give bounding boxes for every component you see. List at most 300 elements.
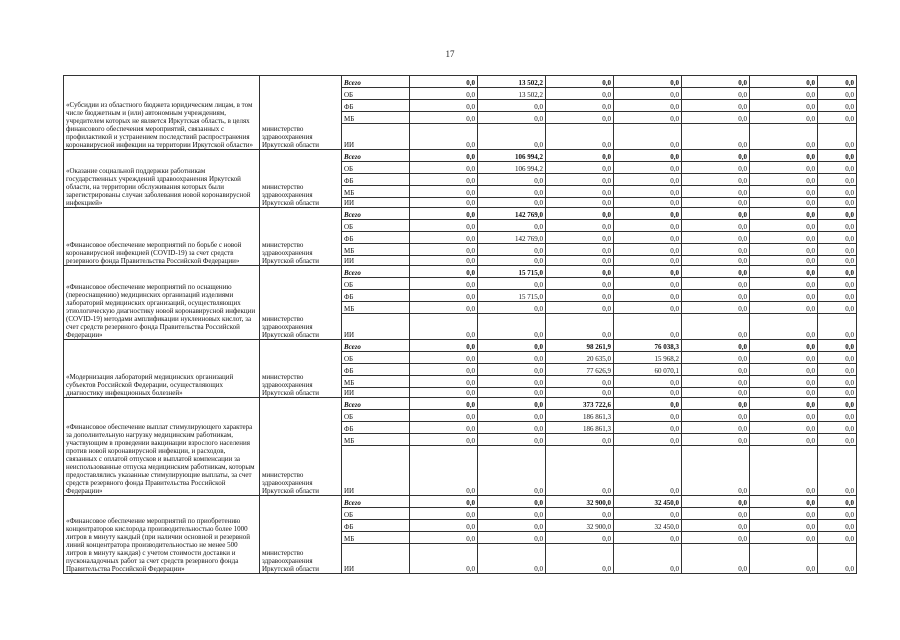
- page-number: 17: [445, 49, 455, 59]
- amount-cell: 0,0: [682, 340, 750, 352]
- amount-cell: 0,0: [546, 434, 614, 446]
- responsible-executor: министерство здравоохранения Иркутской области: [260, 76, 342, 150]
- amount-cell: 0,0: [818, 198, 857, 208]
- amount-cell: 0,0: [818, 434, 857, 446]
- amount-cell: 0,0: [818, 398, 857, 410]
- amount-cell: 0,0: [410, 174, 478, 186]
- amount-cell: 0,0: [410, 76, 478, 88]
- table-body: [64, 76, 857, 574]
- amount-cell: 0,0: [478, 544, 546, 574]
- amount-cell: 0,0: [478, 364, 546, 376]
- amount-cell: 0,0: [614, 208, 682, 220]
- amount-cell: 0,0: [750, 446, 818, 496]
- amount-cell: 0,0: [410, 544, 478, 574]
- amount-cell: 0,0: [682, 232, 750, 244]
- amount-cell: 0,0: [818, 162, 857, 174]
- amount-cell: 0,0: [750, 76, 818, 88]
- amount-cell: 0,0: [682, 198, 750, 208]
- amount-cell: 0,0: [682, 422, 750, 434]
- amount-cell: 0,0: [546, 376, 614, 388]
- amount-cell: 0,0: [682, 508, 750, 520]
- amount-cell: 0,0: [546, 244, 614, 256]
- amount-cell: 0,0: [682, 124, 750, 150]
- amount-cell: 186 861,3: [546, 422, 614, 434]
- amount-cell: 0,0: [410, 162, 478, 174]
- amount-cell: 0,0: [478, 174, 546, 186]
- amount-cell: 142 769,0: [478, 208, 546, 220]
- amount-cell: 0,0: [682, 398, 750, 410]
- amount-cell: 0,0: [478, 532, 546, 544]
- amount-cell: 0,0: [410, 340, 478, 352]
- funding-source: ФБ: [342, 174, 410, 186]
- amount-cell: 0,0: [410, 508, 478, 520]
- funding-source: Всего: [342, 398, 410, 410]
- amount-cell: 0,0: [478, 278, 546, 290]
- funding-source: ОБ: [342, 88, 410, 100]
- amount-cell: 0,0: [682, 290, 750, 302]
- amount-cell: 0,0: [410, 124, 478, 150]
- amount-cell: 0,0: [682, 376, 750, 388]
- amount-cell: 0,0: [614, 100, 682, 112]
- amount-cell: 0,0: [410, 352, 478, 364]
- funding-source: МБ: [342, 532, 410, 544]
- table-row: [64, 398, 857, 410]
- amount-cell: 0,0: [750, 290, 818, 302]
- funding-source: ФБ: [342, 520, 410, 532]
- amount-cell: 0,0: [546, 76, 614, 88]
- amount-cell: 32 900,0: [546, 496, 614, 508]
- amount-cell: 0,0: [750, 434, 818, 446]
- amount-cell: 0,0: [410, 232, 478, 244]
- table-row: [64, 266, 857, 278]
- amount-cell: 0,0: [410, 434, 478, 446]
- amount-cell: 0,0: [478, 340, 546, 352]
- amount-cell: 0,0: [410, 266, 478, 278]
- amount-cell: 32 450,0: [614, 520, 682, 532]
- amount-cell: 0,0: [614, 220, 682, 232]
- amount-cell: 0,0: [614, 544, 682, 574]
- amount-cell: 0,0: [614, 388, 682, 398]
- amount-cell: 0,0: [546, 220, 614, 232]
- amount-cell: 0,0: [614, 124, 682, 150]
- amount-cell: 142 769,0: [478, 232, 546, 244]
- amount-cell: 0,0: [478, 112, 546, 124]
- amount-cell: 0,0: [614, 376, 682, 388]
- amount-cell: 0,0: [682, 256, 750, 266]
- funding-source: ИИ: [342, 388, 410, 398]
- amount-cell: 0,0: [750, 388, 818, 398]
- amount-cell: 0,0: [546, 150, 614, 162]
- amount-cell: 0,0: [546, 290, 614, 302]
- amount-cell: 0,0: [478, 302, 546, 314]
- funding-source: Всего: [342, 208, 410, 220]
- amount-cell: 0,0: [682, 544, 750, 574]
- amount-cell: 0,0: [410, 256, 478, 266]
- amount-cell: 0,0: [818, 352, 857, 364]
- amount-cell: 0,0: [818, 364, 857, 376]
- measure-description: «Модернизация лабораторий медицинских организаций субъектов Российской Федерации, осуществляющих диагностику инфекционных болезней»: [64, 340, 260, 398]
- amount-cell: 0,0: [682, 278, 750, 290]
- amount-cell: 0,0: [614, 244, 682, 256]
- amount-cell: 77 626,9: [546, 364, 614, 376]
- amount-cell: 0,0: [818, 186, 857, 198]
- budget-table: [63, 75, 857, 574]
- measure-description: «Финансовое обеспечение мероприятий по приобретению концентраторов кислорода производительностью более 1000 литров в минуту каждый (при наличии основной и резервной линий концентратора производительностью не менее 500 литров в минуту каждая) с учетом стоимости доставки и пусконаладочных работ за счет средств резервного фонда Правительства Российской Федерации»: [64, 496, 260, 574]
- amount-cell: 0,0: [410, 150, 478, 162]
- amount-cell: 0,0: [614, 112, 682, 124]
- amount-cell: 0,0: [410, 88, 478, 100]
- amount-cell: 0,0: [478, 410, 546, 422]
- amount-cell: 0,0: [682, 302, 750, 314]
- table-row: [64, 340, 857, 352]
- amount-cell: 0,0: [818, 508, 857, 520]
- amount-cell: 0,0: [682, 352, 750, 364]
- amount-cell: 0,0: [478, 508, 546, 520]
- funding-source: Всего: [342, 496, 410, 508]
- responsible-executor: министерство здравоохранения Иркутской области: [260, 266, 342, 340]
- amount-cell: 0,0: [818, 340, 857, 352]
- funding-source: МБ: [342, 244, 410, 256]
- amount-cell: 0,0: [478, 256, 546, 266]
- amount-cell: 0,0: [682, 532, 750, 544]
- amount-cell: 0,0: [614, 76, 682, 88]
- amount-cell: 0,0: [682, 100, 750, 112]
- amount-cell: 0,0: [750, 232, 818, 244]
- funding-source: МБ: [342, 376, 410, 388]
- amount-cell: 0,0: [614, 422, 682, 434]
- amount-cell: 0,0: [614, 398, 682, 410]
- amount-cell: 0,0: [478, 422, 546, 434]
- funding-source: ОБ: [342, 162, 410, 174]
- amount-cell: 0,0: [546, 162, 614, 174]
- amount-cell: 0,0: [750, 208, 818, 220]
- amount-cell: 0,0: [682, 220, 750, 232]
- amount-cell: 0,0: [410, 220, 478, 232]
- amount-cell: 0,0: [818, 376, 857, 388]
- amount-cell: 0,0: [410, 446, 478, 496]
- amount-cell: 0,0: [750, 88, 818, 100]
- table-row: [64, 150, 857, 162]
- amount-cell: 0,0: [818, 124, 857, 150]
- responsible-executor: министерство здравоохранения Иркутской области: [260, 398, 342, 496]
- amount-cell: 186 861,3: [546, 410, 614, 422]
- funding-source: ИИ: [342, 446, 410, 496]
- amount-cell: 0,0: [410, 186, 478, 198]
- amount-cell: 0,0: [750, 174, 818, 186]
- amount-cell: 0,0: [750, 244, 818, 256]
- amount-cell: 0,0: [546, 88, 614, 100]
- amount-cell: 0,0: [818, 244, 857, 256]
- amount-cell: 0,0: [546, 302, 614, 314]
- amount-cell: 0,0: [410, 208, 478, 220]
- funding-source: ФБ: [342, 422, 410, 434]
- amount-cell: 0,0: [818, 256, 857, 266]
- amount-cell: 0,0: [478, 220, 546, 232]
- funding-source: ФБ: [342, 364, 410, 376]
- amount-cell: 0,0: [614, 446, 682, 496]
- amount-cell: 0,0: [682, 244, 750, 256]
- amount-cell: 0,0: [682, 410, 750, 422]
- measure-description: «Финансовое обеспечение мероприятий по оснащению (переоснащению) медицинских организаций изделиями лабораторий медицинских организаций, осуществляющих этиологическую диагностику новой коронавирусной инфекции (COVID-19) методами амплификации нуклеиновых кислот, за счет средств резервного фонда Правительства Российской Федерации»: [64, 266, 260, 340]
- funding-source: ФБ: [342, 100, 410, 112]
- funding-source: МБ: [342, 302, 410, 314]
- funding-source: ОБ: [342, 278, 410, 290]
- funding-source: ФБ: [342, 290, 410, 302]
- amount-cell: 32 900,0: [546, 520, 614, 532]
- amount-cell: 0,0: [682, 150, 750, 162]
- amount-cell: 20 635,0: [546, 352, 614, 364]
- amount-cell: 0,0: [818, 314, 857, 340]
- amount-cell: 0,0: [410, 302, 478, 314]
- amount-cell: 0,0: [614, 256, 682, 266]
- amount-cell: 0,0: [410, 278, 478, 290]
- amount-cell: 0,0: [818, 290, 857, 302]
- amount-cell: 0,0: [478, 244, 546, 256]
- amount-cell: 0,0: [750, 314, 818, 340]
- amount-cell: 0,0: [410, 422, 478, 434]
- amount-cell: 0,0: [818, 266, 857, 278]
- amount-cell: 0,0: [750, 496, 818, 508]
- amount-cell: 0,0: [546, 508, 614, 520]
- amount-cell: 0,0: [410, 314, 478, 340]
- amount-cell: 0,0: [614, 290, 682, 302]
- amount-cell: 32 450,0: [614, 496, 682, 508]
- amount-cell: 0,0: [614, 198, 682, 208]
- measure-description: «Финансовое обеспечение мероприятий по борьбе с новой коронавирусной инфекцией (COVID-19) за счет средств резервного фонда Правительства Российской Федерации»: [64, 208, 260, 266]
- amount-cell: 0,0: [682, 186, 750, 198]
- amount-cell: 0,0: [546, 256, 614, 266]
- amount-cell: 15 715,0: [478, 290, 546, 302]
- amount-cell: 0,0: [546, 124, 614, 150]
- amount-cell: 0,0: [682, 388, 750, 398]
- amount-cell: 0,0: [818, 208, 857, 220]
- amount-cell: 0,0: [546, 314, 614, 340]
- amount-cell: 0,0: [750, 256, 818, 266]
- amount-cell: 0,0: [478, 496, 546, 508]
- amount-cell: 0,0: [818, 532, 857, 544]
- amount-cell: 0,0: [750, 220, 818, 232]
- amount-cell: 0,0: [750, 398, 818, 410]
- amount-cell: 0,0: [478, 434, 546, 446]
- funding-source: ИИ: [342, 198, 410, 208]
- amount-cell: 0,0: [410, 112, 478, 124]
- funding-source: Всего: [342, 150, 410, 162]
- amount-cell: 0,0: [818, 388, 857, 398]
- amount-cell: 0,0: [818, 410, 857, 422]
- amount-cell: 0,0: [614, 150, 682, 162]
- funding-source: Всего: [342, 266, 410, 278]
- amount-cell: 0,0: [750, 162, 818, 174]
- amount-cell: 0,0: [682, 364, 750, 376]
- measure-description: «Оказание социальной поддержки работникам государственных учреждений здравоохранения Иркутской области, на территории обслуживания которых были зарегистрированы случаи заболевания новой коронавирусной инфекцией»: [64, 150, 260, 208]
- amount-cell: 0,0: [546, 278, 614, 290]
- amount-cell: 0,0: [818, 496, 857, 508]
- amount-cell: 0,0: [546, 446, 614, 496]
- amount-cell: 0,0: [750, 302, 818, 314]
- amount-cell: 0,0: [682, 76, 750, 88]
- funding-source: Всего: [342, 340, 410, 352]
- amount-cell: 0,0: [818, 302, 857, 314]
- amount-cell: 0,0: [546, 232, 614, 244]
- amount-cell: 0,0: [682, 112, 750, 124]
- funding-source: ИИ: [342, 314, 410, 340]
- amount-cell: 0,0: [818, 88, 857, 100]
- amount-cell: 0,0: [750, 266, 818, 278]
- amount-cell: 0,0: [818, 100, 857, 112]
- amount-cell: 0,0: [614, 278, 682, 290]
- funding-source: ОБ: [342, 352, 410, 364]
- amount-cell: 0,0: [546, 100, 614, 112]
- amount-cell: 0,0: [478, 198, 546, 208]
- amount-cell: 0,0: [818, 174, 857, 186]
- amount-cell: 0,0: [750, 100, 818, 112]
- amount-cell: 0,0: [818, 544, 857, 574]
- amount-cell: 0,0: [546, 112, 614, 124]
- funding-source: МБ: [342, 112, 410, 124]
- amount-cell: 0,0: [682, 496, 750, 508]
- amount-cell: 0,0: [750, 508, 818, 520]
- funding-source: ИИ: [342, 544, 410, 574]
- table-row: [64, 208, 857, 220]
- amount-cell: 0,0: [682, 434, 750, 446]
- amount-cell: 0,0: [614, 162, 682, 174]
- amount-cell: 0,0: [818, 520, 857, 532]
- amount-cell: 0,0: [546, 266, 614, 278]
- table-row: [64, 496, 857, 508]
- amount-cell: 0,0: [614, 532, 682, 544]
- amount-cell: 0,0: [682, 314, 750, 340]
- measure-description: «Субсидии из областного бюджета юридическим лицам, в том числе бюджетным и (или) автономным учреждениям, учредителем которых не является Иркутская область, в целях финансового обеспечения мероприятий, связанных с профилактикой и устранением последствий распространения коронавирусной инфекции на территории Иркутской области»: [64, 76, 260, 150]
- amount-cell: 0,0: [546, 186, 614, 198]
- amount-cell: 0,0: [818, 112, 857, 124]
- amount-cell: 0,0: [410, 100, 478, 112]
- amount-cell: 15 968,2: [614, 352, 682, 364]
- funding-source: ИИ: [342, 256, 410, 266]
- amount-cell: 0,0: [410, 376, 478, 388]
- amount-cell: 0,0: [750, 364, 818, 376]
- amount-cell: 0,0: [614, 186, 682, 198]
- amount-cell: 0,0: [818, 422, 857, 434]
- amount-cell: 0,0: [546, 532, 614, 544]
- amount-cell: 0,0: [750, 410, 818, 422]
- responsible-executor: министерство здравоохранения Иркутской области: [260, 150, 342, 208]
- amount-cell: 0,0: [614, 88, 682, 100]
- amount-cell: 0,0: [818, 76, 857, 88]
- amount-cell: 13 502,2: [478, 76, 546, 88]
- amount-cell: 0,0: [750, 544, 818, 574]
- amount-cell: 0,0: [478, 314, 546, 340]
- amount-cell: 0,0: [478, 186, 546, 198]
- funding-source: Всего: [342, 76, 410, 88]
- amount-cell: 0,0: [410, 290, 478, 302]
- responsible-executor: министерство здравоохранения Иркутской области: [260, 340, 342, 398]
- amount-cell: 0,0: [682, 162, 750, 174]
- amount-cell: 0,0: [478, 388, 546, 398]
- amount-cell: 0,0: [410, 388, 478, 398]
- amount-cell: 0,0: [410, 364, 478, 376]
- amount-cell: 0,0: [750, 340, 818, 352]
- funding-source: МБ: [342, 434, 410, 446]
- amount-cell: 0,0: [478, 352, 546, 364]
- amount-cell: 98 261,9: [546, 340, 614, 352]
- amount-cell: 0,0: [750, 150, 818, 162]
- amount-cell: 0,0: [818, 150, 857, 162]
- responsible-executor: министерство здравоохранения Иркутской области: [260, 208, 342, 266]
- amount-cell: 0,0: [614, 314, 682, 340]
- amount-cell: 0,0: [682, 520, 750, 532]
- amount-cell: 0,0: [546, 208, 614, 220]
- table-row: [64, 76, 857, 88]
- amount-cell: 0,0: [682, 266, 750, 278]
- amount-cell: 0,0: [478, 446, 546, 496]
- amount-cell: 0,0: [750, 422, 818, 434]
- amount-cell: 0,0: [614, 434, 682, 446]
- amount-cell: 0,0: [410, 398, 478, 410]
- amount-cell: 0,0: [750, 520, 818, 532]
- amount-cell: 76 038,3: [614, 340, 682, 352]
- amount-cell: 0,0: [410, 410, 478, 422]
- amount-cell: 0,0: [818, 232, 857, 244]
- measure-description: «Финансовое обеспечение выплат стимулирующего характера за дополнительную нагрузку медицинским работникам, участвующим в проведении вакцинации взрослого населения против новой коронавирусной инфекции, и расходов, связанных с оплатой отпусков и выплатой компенсации за неиспользованные отпуска медицинским работникам, которым предоставлялись указанные стимулирующие выплаты, за счет средств резервного фонда Правительства Российской Федерации»: [64, 398, 260, 496]
- amount-cell: 0,0: [478, 376, 546, 388]
- amount-cell: 0,0: [750, 186, 818, 198]
- amount-cell: 0,0: [750, 376, 818, 388]
- funding-source: ФБ: [342, 232, 410, 244]
- amount-cell: 0,0: [750, 532, 818, 544]
- funding-source: ИИ: [342, 124, 410, 150]
- amount-cell: 13 502,2: [478, 88, 546, 100]
- amount-cell: 60 070,1: [614, 364, 682, 376]
- amount-cell: 0,0: [682, 446, 750, 496]
- amount-cell: 15 715,0: [478, 266, 546, 278]
- amount-cell: 0,0: [818, 446, 857, 496]
- funding-source: ОБ: [342, 220, 410, 232]
- amount-cell: 0,0: [682, 174, 750, 186]
- amount-cell: 0,0: [818, 220, 857, 232]
- amount-cell: 0,0: [546, 198, 614, 208]
- amount-cell: 0,0: [410, 244, 478, 256]
- amount-cell: 0,0: [410, 496, 478, 508]
- amount-cell: 0,0: [546, 174, 614, 186]
- amount-cell: 0,0: [614, 174, 682, 186]
- amount-cell: 0,0: [614, 266, 682, 278]
- amount-cell: 0,0: [750, 352, 818, 364]
- amount-cell: 0,0: [478, 398, 546, 410]
- amount-cell: 0,0: [750, 112, 818, 124]
- amount-cell: 0,0: [410, 532, 478, 544]
- amount-cell: 0,0: [682, 88, 750, 100]
- funding-source: ОБ: [342, 508, 410, 520]
- amount-cell: 0,0: [546, 388, 614, 398]
- amount-cell: 0,0: [818, 278, 857, 290]
- amount-cell: 0,0: [614, 508, 682, 520]
- amount-cell: 373 722,6: [546, 398, 614, 410]
- amount-cell: 0,0: [614, 302, 682, 314]
- amount-cell: 0,0: [478, 100, 546, 112]
- amount-cell: 0,0: [614, 232, 682, 244]
- amount-cell: 0,0: [478, 520, 546, 532]
- funding-source: МБ: [342, 186, 410, 198]
- amount-cell: 0,0: [614, 410, 682, 422]
- amount-cell: 0,0: [750, 198, 818, 208]
- amount-cell: 0,0: [410, 198, 478, 208]
- amount-cell: 106 994,2: [478, 150, 546, 162]
- responsible-executor: министерство здравоохранения Иркутской области: [260, 496, 342, 574]
- amount-cell: 0,0: [546, 544, 614, 574]
- amount-cell: 0,0: [410, 520, 478, 532]
- amount-cell: 0,0: [478, 124, 546, 150]
- funding-source: ОБ: [342, 410, 410, 422]
